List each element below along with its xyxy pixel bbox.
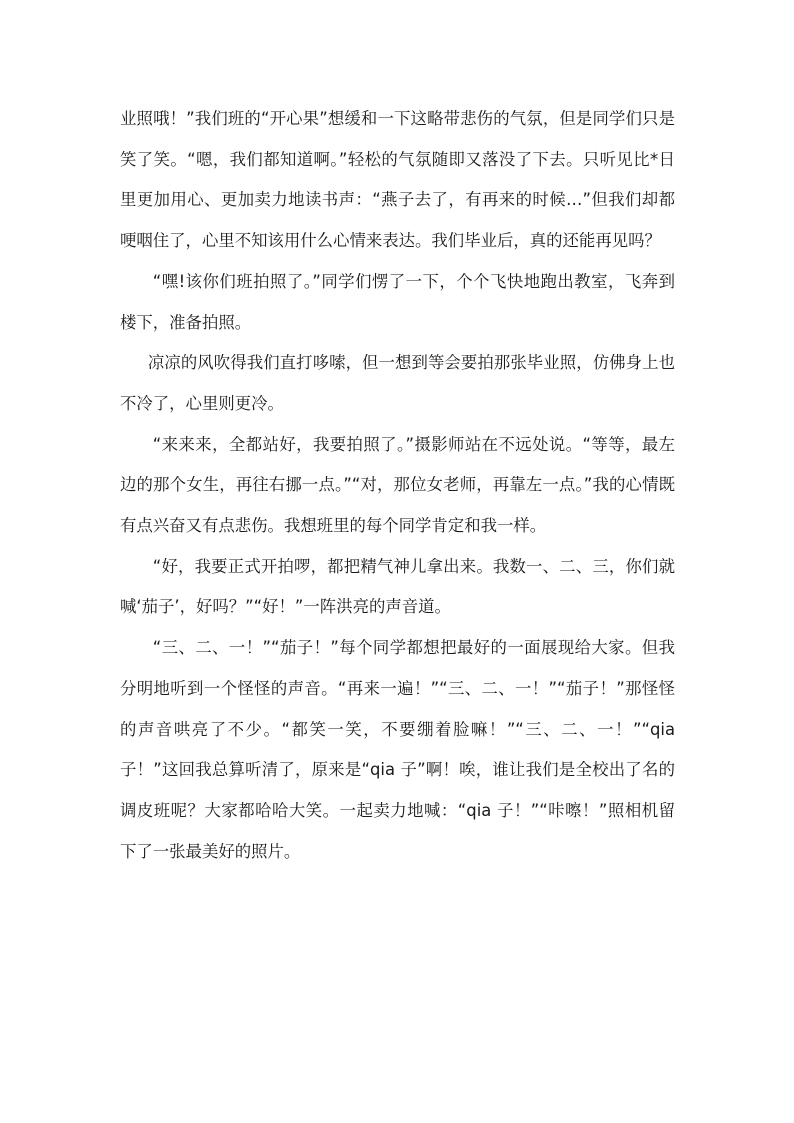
paragraph-continuation: 业照哦！”我们班的“开心果”想缓和一下这略带悲伤的气氛，但是同学们只是笑了笑。“嗯，我们都知道啊。”轻松的气氛随即又落没了下去。只听见比*日里更加用心、更加卖力地读书声：“燕子去了，有再来的时候…”但我们却都哽咽住了，心里不知该用什么心情来表达。我们毕业后，真的还能再见吗？ bbox=[120, 109, 675, 251]
paragraph-cold-wind: 凉凉的风吹得我们直打哆嗦，但一想到等会要拍那张毕业照，仿佛身上也不冷了，心里则更冷。 bbox=[120, 353, 675, 413]
paragraph-photo-call: “嘿!该你们班拍照了。”同学们愣了一下，个个飞快地跑出教室，飞奔到楼下，准备拍照。 bbox=[120, 271, 675, 332]
paragraph-qiezi: “三、二、一！”“茄子！”每个同学都想把最好的一面展现给大家。但我分明地听到一个怪怪的声音。“再来一遍！”“三、二、一！”“茄子！”那怪怪的声音哄亮了不少。“都笑一笑，不要绷着脸嘛！”“三、二、一！”“qia 子！”这回我总算听清了，原来是“qia 子”啊！唉，谁让我们是全校出了名的调皮班呢？大家都哈哈大笑。一起卖力地喊：“qia 子！”“咔嚓！”照相机留下了一张最美好的照片。 bbox=[120, 638, 675, 861]
paragraph-photographer: “来来来，全都站好，我要拍照了。”摄影师站在不远处说。“等等，最左边的那个女生，再往右挪一点。”“对，那位女老师，再靠左一点。”我的心情既有点兴奋又有点悲伤。我想班里的每个同学肯定和我一样。 bbox=[120, 434, 675, 536]
paragraph-countdown: “好，我要正式开拍啰，都把精气神儿拿出来。我数一、二、三，你们就喊‘茄子’，好吗？”“好！”一阵洪亮的声音道。 bbox=[120, 556, 675, 617]
document-body bbox=[120, 99, 675, 872]
